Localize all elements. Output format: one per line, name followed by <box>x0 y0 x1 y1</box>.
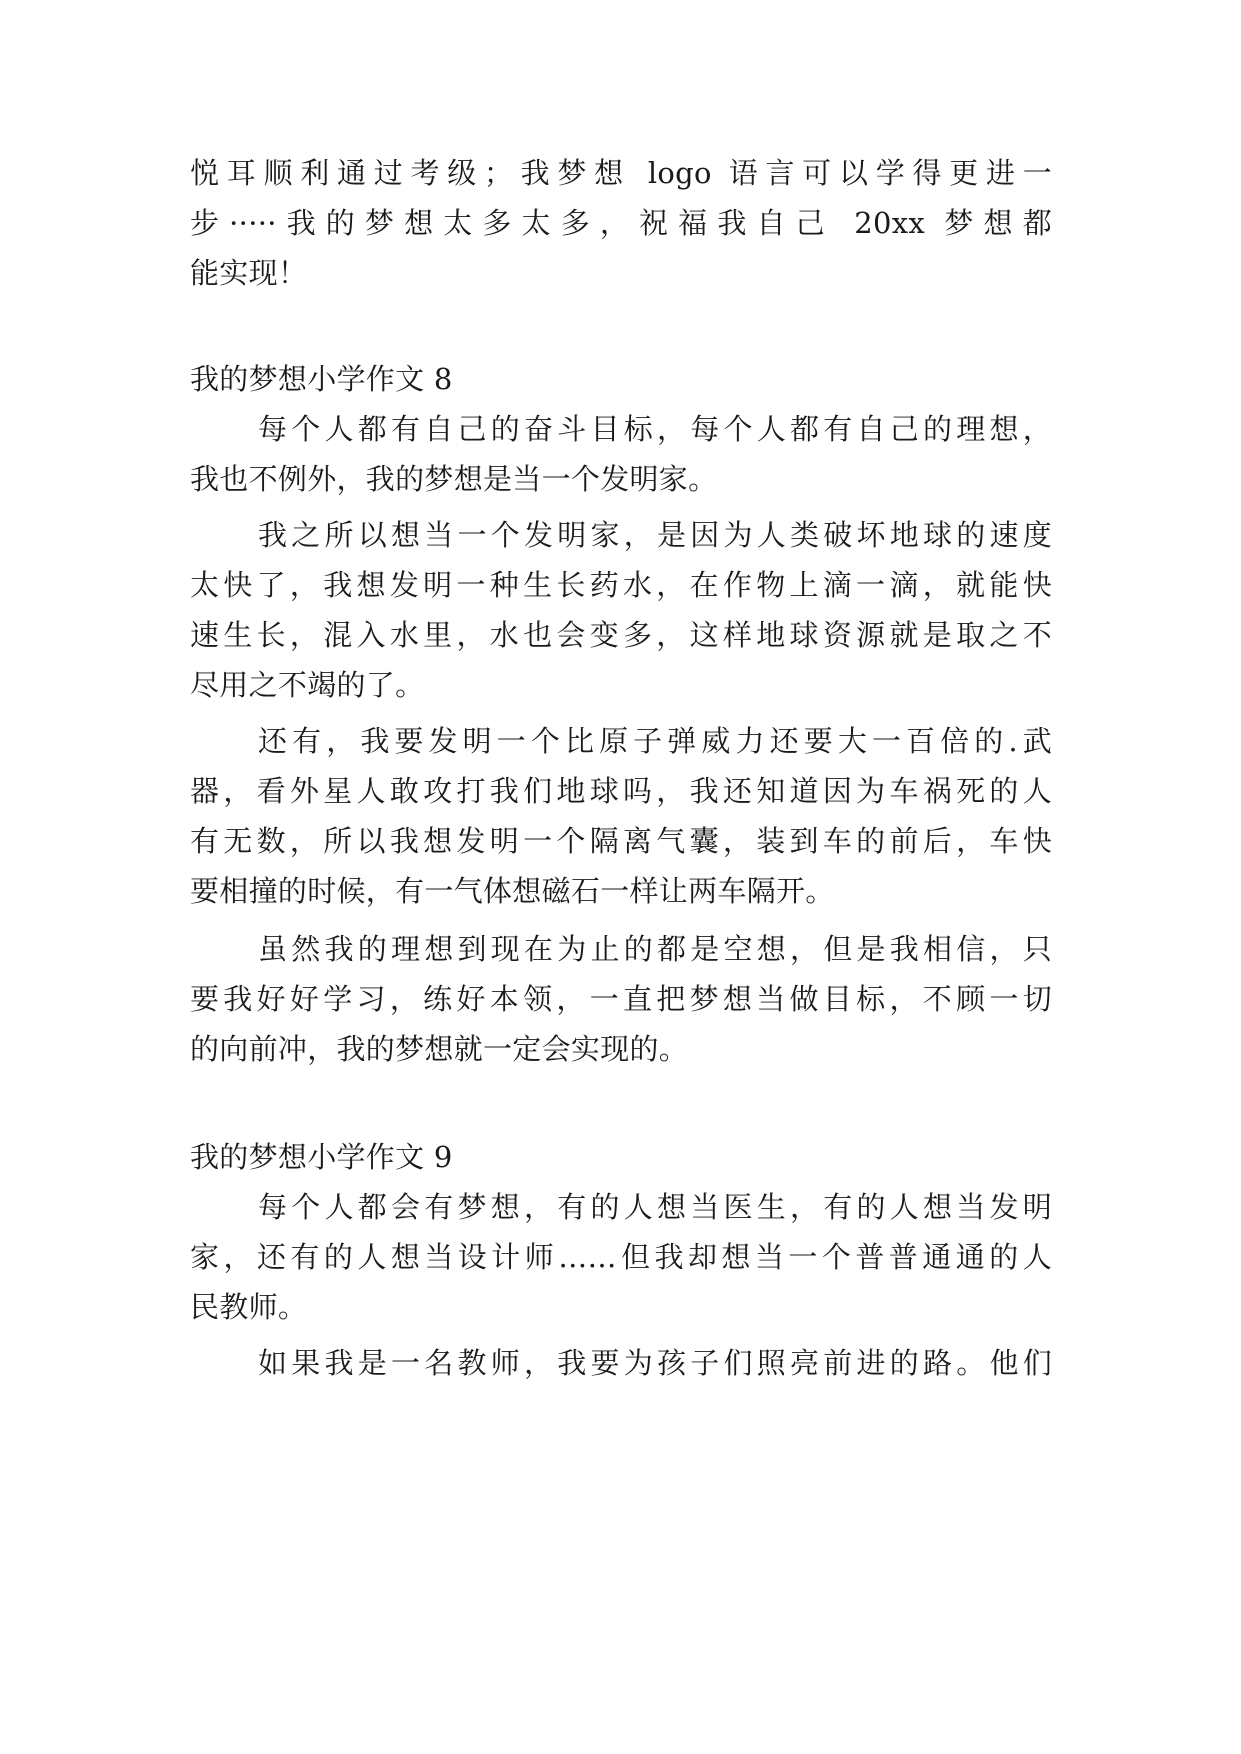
essay8-p4-line-1: 虽然我的理想到现在为止的都是空想，但是我相信，只 <box>258 932 1052 966</box>
essay8-p3-line-4: 要相撞的时候，有一气体想磁石一样让两车隔开。 <box>190 874 835 908</box>
intro-line-3: 能实现！ <box>190 256 308 290</box>
essay8-p3-line-3: 有无数，所以我想发明一个隔离气囊，装到车的前后，车快 <box>190 824 1052 858</box>
intro-line-2: 步·····我的梦想太多太多，祝福我自己 20xx 梦想都 <box>190 206 1052 240</box>
essay9-p1-line-2: 家，还有的人想当设计师……但我却想当一个普普通通的人 <box>190 1240 1052 1274</box>
essay8-p1-line-2: 我也不例外，我的梦想是当一个发明家。 <box>190 462 718 496</box>
essay9-title: 我的梦想小学作文 9 <box>190 1140 453 1174</box>
essay8-p2-line-1: 我之所以想当一个发明家，是因为人类破坏地球的速度 <box>258 518 1052 552</box>
essay8-p3-line-1: 还有，我要发明一个比原子弹威力还要大一百倍的.武 <box>258 724 1052 758</box>
essay8-p4-line-3: 的向前冲，我的梦想就一定会实现的。 <box>190 1032 689 1066</box>
essay9-p2-line-1: 如果我是一名教师，我要为孩子们照亮前进的路。他们 <box>258 1346 1052 1380</box>
essay8-p4-line-2: 要我好好学习，练好本领，一直把梦想当做目标，不顾一切 <box>190 982 1052 1016</box>
essay9-p1-line-3: 民教师。 <box>190 1290 308 1324</box>
essay8-p2-line-2: 太快了，我想发明一种生长药水，在作物上滴一滴，就能快 <box>190 568 1052 602</box>
essay8-p2-line-3: 速生长，混入水里，水也会变多，这样地球资源就是取之不 <box>190 618 1052 652</box>
essay8-p1-line-1: 每个人都有自己的奋斗目标，每个人都有自己的理想， <box>258 412 1052 446</box>
intro-line-1: 悦耳顺利通过考级；我梦想 logo 语言可以学得更进一 <box>190 156 1052 190</box>
essay8-title: 我的梦想小学作文 8 <box>190 362 453 396</box>
essay8-p2-line-4: 尽用之不竭的了。 <box>190 668 425 702</box>
essay9-p1-line-1: 每个人都会有梦想，有的人想当医生，有的人想当发明 <box>258 1190 1052 1224</box>
essay8-p3-line-2: 器，看外星人敢攻打我们地球吗，我还知道因为车祸死的人 <box>190 774 1052 808</box>
